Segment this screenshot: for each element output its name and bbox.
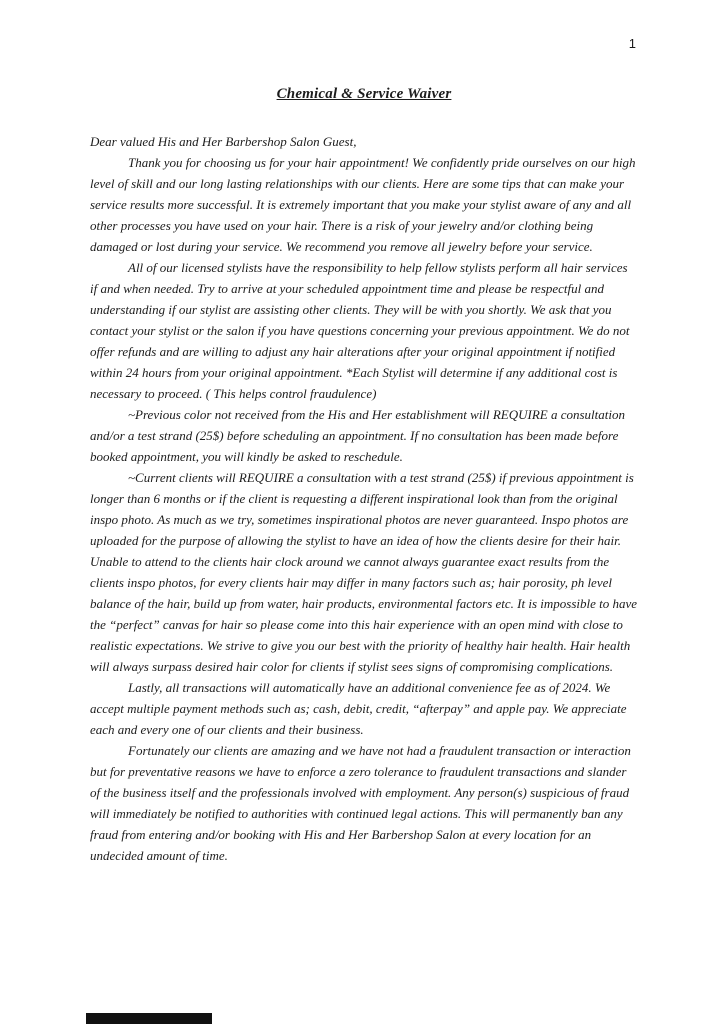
document-title: Chemical & Service Waiver bbox=[276, 86, 452, 102]
document-body bbox=[90, 84, 638, 866]
paragraph-intro-tips: Thank you for choosing us for your hair appointment! We confidently pride ourselves on our high level of skill and our long lasting relationships with our clients. Here are some tips that can make your service results more successful. It is extremely important that you make your stylist aware of any and all other processes you have used on your hair. There is a risk of your jewelry and/or clothing being damaged or lost during your service. We recommend you remove all jewelry before your service. bbox=[90, 155, 636, 254]
page-number: 1 bbox=[628, 36, 636, 51]
paragraph-previous-color: ~Previous color not received from the His and Her establishment will REQUIRE a consultation and/or a test strand (25$) before scheduling an appointment. If no consultation has been made before booked appointment, you will kindly be asked to reschedule. bbox=[90, 407, 625, 464]
salutation-line: Dear valued His and Her Barbershop Salon Guest, bbox=[90, 134, 357, 149]
paragraph-current-clients: ~Current clients will REQUIRE a consultation with a test strand (25$) if previous appointment is longer than 6 months or if the client is requesting a different inspirational look than from the original inspo photo. As much as we try, sometimes inspirational photos are never guaranteed. Inspo photos are uploaded for the purpose of allowing the stylist to have an idea of how the clients desire for their hair. Unable to attend to the clients hair clock around we cannot always guarantee exact results from the clients inspo photos, for every clients hair may differ in many factors such as; hair porosity, ph level balance of the hair, build up from water, hair products, environmental factors etc. It is impossible to have the “perfect” canvas for hair so please come into this hair experience with an open mind with close to realistic expectations. We strive to give you our best with the priority of healthy hair health. Hair health will always surpass desired hair color for clients if stylist sees signs of compromising complications. bbox=[90, 470, 638, 674]
bottom-edge-bar bbox=[86, 1013, 212, 1024]
paragraph-stylists-policy: All of our licensed stylists have the responsibility to help fellow stylists perform all hair services if and when needed. Try to arrive at your scheduled appointment time and please be respectful and understanding if our stylist are assisting other clients. They will be with you shortly. We ask that you contact your stylist or the salon if you have questions concerning your previous appointment. We do not offer refunds and are willing to adjust any hair alterations after your original appointment if notified within 24 hours from your original appointment. *Each Stylist will determine if any additional cost is necessary to proceed. ( This helps control fraudulence) bbox=[90, 260, 630, 401]
paragraph-fraud-policy: Fortunately our clients are amazing and we have not had a fraudulent transaction or interaction but for preventative reasons we have to enforce a zero tolerance to fraudulent transactions and slander of the business itself and the professionals involved with employment. Any person(s) suspicious of fraud will immediately be notified to authorities with continued legal actions. This will permanently ban any fraud from entering and/or booking with His and Her Barbershop Salon at every location for an undecided amount of time. bbox=[90, 743, 631, 863]
paragraph-transactions-fee: Lastly, all transactions will automatically have an additional convenience fee as of 2024. We accept multiple payment methods such as; cash, debit, credit, “afterpay” and apple pay. We appreciate each and every one of our clients and their business. bbox=[90, 680, 627, 737]
